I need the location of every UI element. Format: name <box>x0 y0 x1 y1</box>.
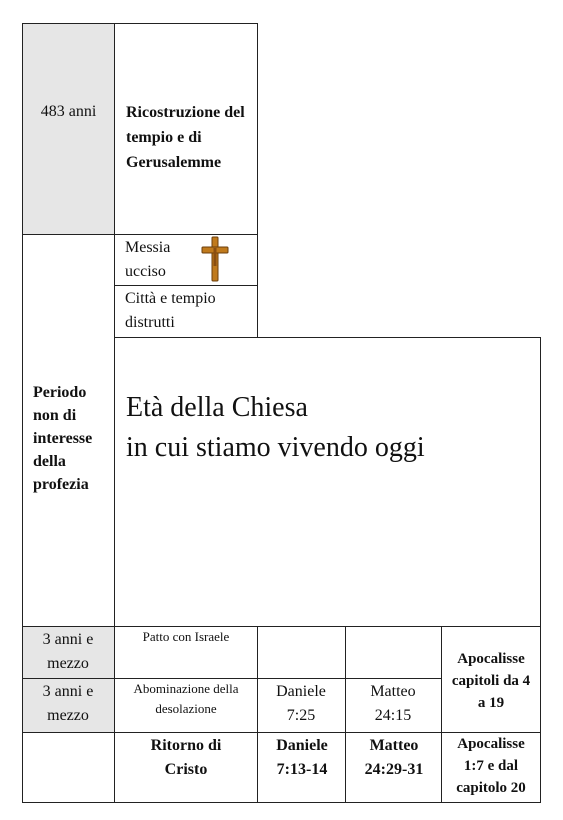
text-patto: Patto con Israele <box>142 629 230 644</box>
text-citta: Città e tempio distrutti <box>125 290 216 331</box>
label-483-anni: 483 anni <box>40 103 97 120</box>
text-abominazione-years: 3 anni e mezzo <box>42 683 94 724</box>
text-ricostruzione: Ricostruzione del tempio e di Gerusalemme <box>126 104 245 171</box>
text-apocalisse-mid: Apocalisse capitoli da 4 a 19 <box>451 651 531 711</box>
cell-chiesa <box>114 337 541 627</box>
text-ritorno-daniele: Daniele 7:13-14 <box>276 737 328 778</box>
cross-figure <box>214 248 217 266</box>
text-ritorno-matteo: Matteo 24:29-31 <box>364 737 424 778</box>
text-periodo: Periodo non di interesse della profezia <box>33 384 93 493</box>
cell-patto-matteo <box>345 626 442 679</box>
text-chiesa-line1: Età della Chiesa <box>126 392 308 423</box>
text-chiesa-line2: in cui stiamo vivendo oggi <box>126 432 425 463</box>
cell-ritorno-empty <box>22 732 115 803</box>
text-patto-years: 3 anni e mezzo <box>42 631 94 672</box>
text-ritorno-apocalisse: Apocalisse 1:7 e dal capitolo 20 <box>456 736 526 796</box>
text-messia: Messia ucciso <box>125 239 171 280</box>
cell-patto-daniele <box>257 626 346 679</box>
cross-icon <box>200 236 230 282</box>
text-abominazione-matteo: Matteo 24:15 <box>370 683 416 724</box>
text-abominazione: Abominazione della desolazione <box>133 681 239 716</box>
text-ritorno: Ritorno di Cristo <box>150 737 222 778</box>
cell-483-anni <box>22 23 115 235</box>
text-abominazione-daniele: Daniele 7:25 <box>276 683 326 724</box>
